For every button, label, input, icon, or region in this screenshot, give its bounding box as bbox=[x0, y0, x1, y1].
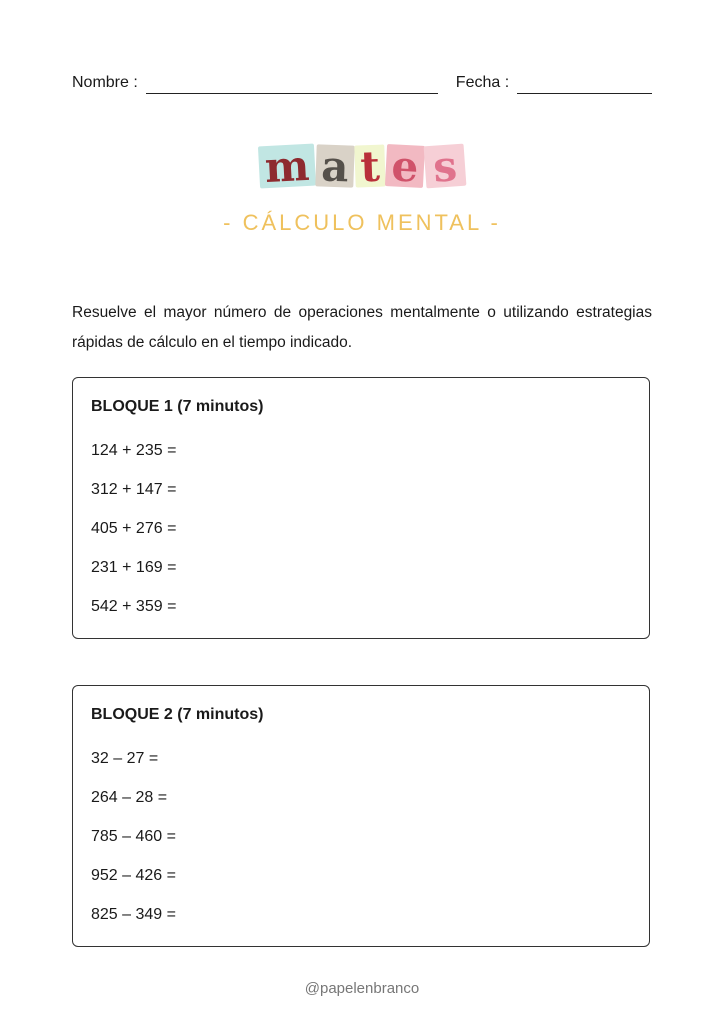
operation: 785 – 460 = bbox=[91, 828, 176, 845]
logo-letter-m: m bbox=[258, 144, 316, 189]
logo-letter-t: t bbox=[354, 144, 385, 187]
page-subtitle: - CÁLCULO MENTAL - bbox=[223, 210, 501, 235]
operation: 312 + 147 = bbox=[91, 481, 177, 498]
instructions-text: Resuelve el mayor número de operaciones mentalmente o utilizando estrategias rápidas de cálculo en el tiempo indicado. bbox=[72, 303, 652, 351]
operation: 231 + 169 = bbox=[91, 559, 177, 576]
mates-logo bbox=[254, 140, 470, 193]
operation: 542 + 359 = bbox=[91, 598, 177, 615]
operation: 32 – 27 = bbox=[91, 750, 159, 767]
name-blank-line[interactable] bbox=[146, 75, 438, 94]
operation: 825 – 349 = bbox=[91, 906, 176, 923]
block-2-title: BLOQUE 2 (7 minutos) bbox=[91, 706, 264, 723]
header-row bbox=[72, 70, 652, 94]
block-1-title: BLOQUE 1 (7 minutos) bbox=[91, 398, 264, 415]
date-label: Fecha : bbox=[455, 74, 510, 91]
logo-letter-a: a bbox=[315, 144, 354, 187]
date-blank-line[interactable] bbox=[517, 75, 652, 94]
footer-credit: @papelenbranco bbox=[304, 980, 420, 997]
block-2 bbox=[72, 685, 650, 947]
operation: 264 – 28 = bbox=[91, 789, 168, 806]
block-1-operations bbox=[91, 440, 176, 635]
name-label: Nombre : bbox=[72, 74, 138, 91]
operation: 952 – 426 = bbox=[91, 867, 176, 884]
block-2-operations bbox=[91, 748, 176, 943]
block-1 bbox=[72, 377, 650, 639]
logo-letter-e: e bbox=[385, 144, 425, 188]
logo-letter-s: s bbox=[424, 144, 467, 189]
operation: 405 + 276 = bbox=[91, 520, 177, 537]
operation: 124 + 235 = bbox=[91, 442, 177, 459]
